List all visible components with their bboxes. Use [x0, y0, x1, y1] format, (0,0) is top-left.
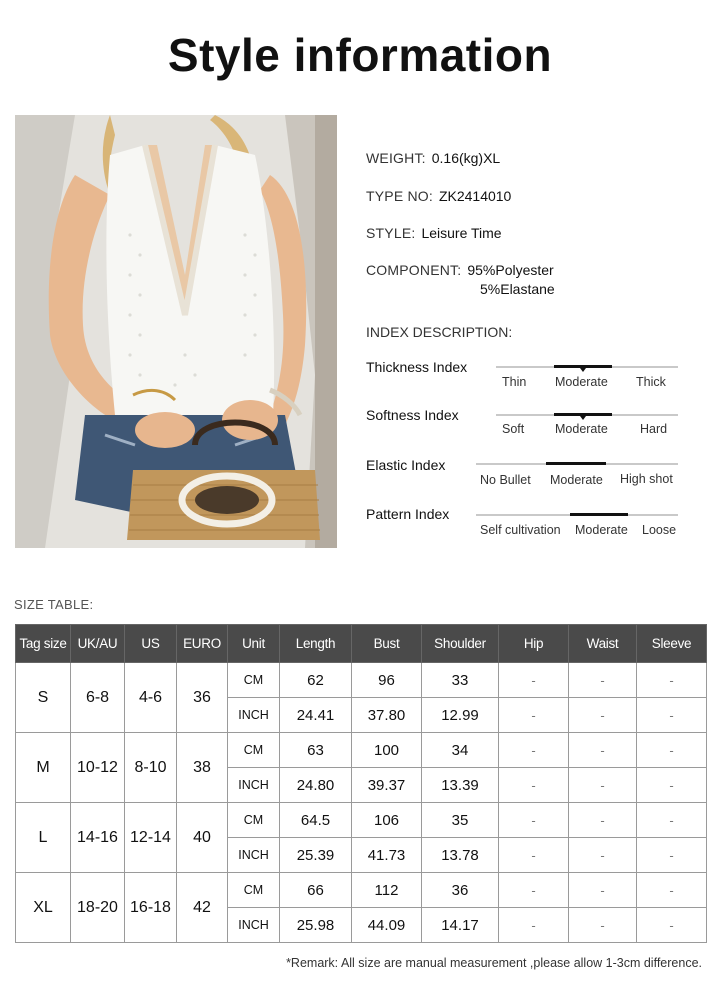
waist-cell: -	[569, 908, 637, 943]
table-row	[16, 663, 707, 698]
elastic-index-label: Elastic Index	[366, 457, 446, 473]
length-cell: 24.80	[280, 768, 352, 803]
product-photo	[15, 115, 337, 548]
type-label: TYPE NO:	[366, 188, 433, 204]
length-cell: 63	[280, 733, 352, 768]
waist-cell: -	[569, 873, 637, 908]
length-cell: 66	[280, 873, 352, 908]
bust-cell: 106	[352, 803, 422, 838]
unit-cell: CM	[228, 873, 280, 908]
bust-cell: 39.37	[352, 768, 422, 803]
table-row	[16, 873, 707, 908]
shoulder-cell: 14.17	[422, 908, 499, 943]
thickness-index-pointer-icon	[580, 368, 586, 372]
hip-cell: -	[499, 768, 569, 803]
bust-cell: 37.80	[352, 698, 422, 733]
sleeve-cell: -	[637, 733, 707, 768]
style-row	[366, 225, 502, 241]
shoulder-cell: 33	[422, 663, 499, 698]
sleeve-cell: -	[637, 873, 707, 908]
waist-cell: -	[569, 768, 637, 803]
component-value-2: 5%Elastane	[480, 281, 555, 297]
uk-au-cell: 6-8	[71, 663, 125, 733]
unit-cell: INCH	[228, 698, 280, 733]
unit-cell: CM	[228, 733, 280, 768]
us-cell: 8-10	[125, 733, 177, 803]
length-cell: 25.39	[280, 838, 352, 873]
unit-cell: INCH	[228, 838, 280, 873]
page-title: Style information	[167, 29, 553, 81]
weight-value: 0.16(kg)XL	[431, 150, 501, 166]
component-row	[366, 262, 554, 278]
pattern-index-label: Pattern Index	[366, 506, 450, 522]
component-label: COMPONENT:	[366, 262, 462, 278]
weight-row	[366, 150, 500, 166]
style-value: Leisure Time	[421, 225, 502, 241]
hip-cell: -	[499, 698, 569, 733]
waist-cell: -	[569, 663, 637, 698]
header-uk-au: UK/AU	[71, 625, 125, 663]
euro-cell: 38	[177, 733, 228, 803]
softness-option-moderate: Moderate	[555, 422, 608, 436]
shoulder-cell: 36	[422, 873, 499, 908]
waist-cell: -	[569, 803, 637, 838]
type-row	[366, 188, 511, 204]
size-table-header-row	[16, 625, 707, 663]
shoulder-cell: 13.39	[422, 768, 499, 803]
elastic-option-no-bullet: No Bullet	[480, 473, 531, 487]
sleeve-cell: -	[637, 838, 707, 873]
thickness-option-moderate: Moderate	[555, 375, 608, 389]
us-cell: 12-14	[125, 803, 177, 873]
thickness-option-thick: Thick	[636, 375, 666, 389]
hip-cell: -	[499, 838, 569, 873]
component-value-1: 95%Polyester	[467, 262, 554, 278]
sleeve-cell: -	[637, 663, 707, 698]
sleeve-cell: -	[637, 803, 707, 838]
header-us: US	[125, 625, 177, 663]
length-cell: 62	[280, 663, 352, 698]
header-euro: EURO	[177, 625, 228, 663]
hip-cell: -	[499, 803, 569, 838]
waist-cell: -	[569, 838, 637, 873]
tag-size-cell: XL	[16, 873, 71, 943]
remark-note: *Remark: All size are manual measurement ,please allow 1-3cm difference.	[286, 956, 702, 970]
bust-cell: 96	[352, 663, 422, 698]
table-row	[16, 733, 707, 768]
euro-cell: 36	[177, 663, 228, 733]
hip-cell: -	[499, 908, 569, 943]
shoulder-cell: 13.78	[422, 838, 499, 873]
tag-size-cell: M	[16, 733, 71, 803]
bust-cell: 41.73	[352, 838, 422, 873]
pattern-option-self-cultivation: Self cultivation	[480, 523, 561, 537]
elastic-option-moderate: Moderate	[550, 473, 603, 487]
length-cell: 64.5	[280, 803, 352, 838]
tag-size-cell: L	[16, 803, 71, 873]
shoulder-cell: 35	[422, 803, 499, 838]
unit-cell: CM	[228, 803, 280, 838]
uk-au-cell: 14-16	[71, 803, 125, 873]
thickness-option-thin: Thin	[502, 375, 527, 389]
weight-label: WEIGHT:	[366, 150, 426, 166]
sleeve-cell: -	[637, 908, 707, 943]
index-description-heading: INDEX DESCRIPTION:	[366, 324, 513, 340]
length-cell: 25.98	[280, 908, 352, 943]
shoulder-cell: 12.99	[422, 698, 499, 733]
softness-option-soft: Soft	[502, 422, 525, 436]
unit-cell: CM	[228, 663, 280, 698]
bust-cell: 44.09	[352, 908, 422, 943]
elastic-option-high-shot: High shot	[620, 472, 673, 486]
bust-cell: 112	[352, 873, 422, 908]
header-sleeve: Sleeve	[637, 625, 707, 663]
header-shoulder: Shoulder	[422, 625, 499, 663]
waist-cell: -	[569, 698, 637, 733]
header-unit: Unit	[228, 625, 280, 663]
us-cell: 16-18	[125, 873, 177, 943]
sleeve-cell: -	[637, 698, 707, 733]
header-waist: Waist	[569, 625, 637, 663]
euro-cell: 40	[177, 803, 228, 873]
hip-cell: -	[499, 663, 569, 698]
hip-cell: -	[499, 873, 569, 908]
size-table-heading: SIZE TABLE:	[14, 597, 94, 612]
header-hip: Hip	[499, 625, 569, 663]
shoulder-cell: 34	[422, 733, 499, 768]
uk-au-cell: 18-20	[71, 873, 125, 943]
header-length: Length	[280, 625, 352, 663]
pattern-option-loose: Loose	[642, 523, 677, 537]
bust-cell: 100	[352, 733, 422, 768]
pattern-option-moderate: Moderate	[575, 523, 628, 537]
waist-cell: -	[569, 733, 637, 768]
softness-option-hard: Hard	[640, 422, 668, 436]
unit-cell: INCH	[228, 908, 280, 943]
header-bust: Bust	[352, 625, 422, 663]
style-label: STYLE:	[366, 225, 416, 241]
table-row	[16, 803, 707, 838]
elastic-index-marker	[546, 462, 606, 465]
hip-cell: -	[499, 733, 569, 768]
thickness-index-label: Thickness Index	[366, 359, 468, 375]
softness-index-pointer-icon	[580, 416, 586, 420]
sleeve-cell: -	[637, 768, 707, 803]
pattern-index-marker	[570, 513, 628, 516]
length-cell: 24.41	[280, 698, 352, 733]
euro-cell: 42	[177, 873, 228, 943]
tag-size-cell: S	[16, 663, 71, 733]
header-tag-size: Tag size	[16, 625, 71, 663]
uk-au-cell: 10-12	[71, 733, 125, 803]
unit-cell: INCH	[228, 768, 280, 803]
softness-index-label: Softness Index	[366, 407, 459, 423]
type-value: ZK2414010	[438, 188, 512, 204]
us-cell: 4-6	[125, 663, 177, 733]
size-table	[15, 624, 707, 943]
